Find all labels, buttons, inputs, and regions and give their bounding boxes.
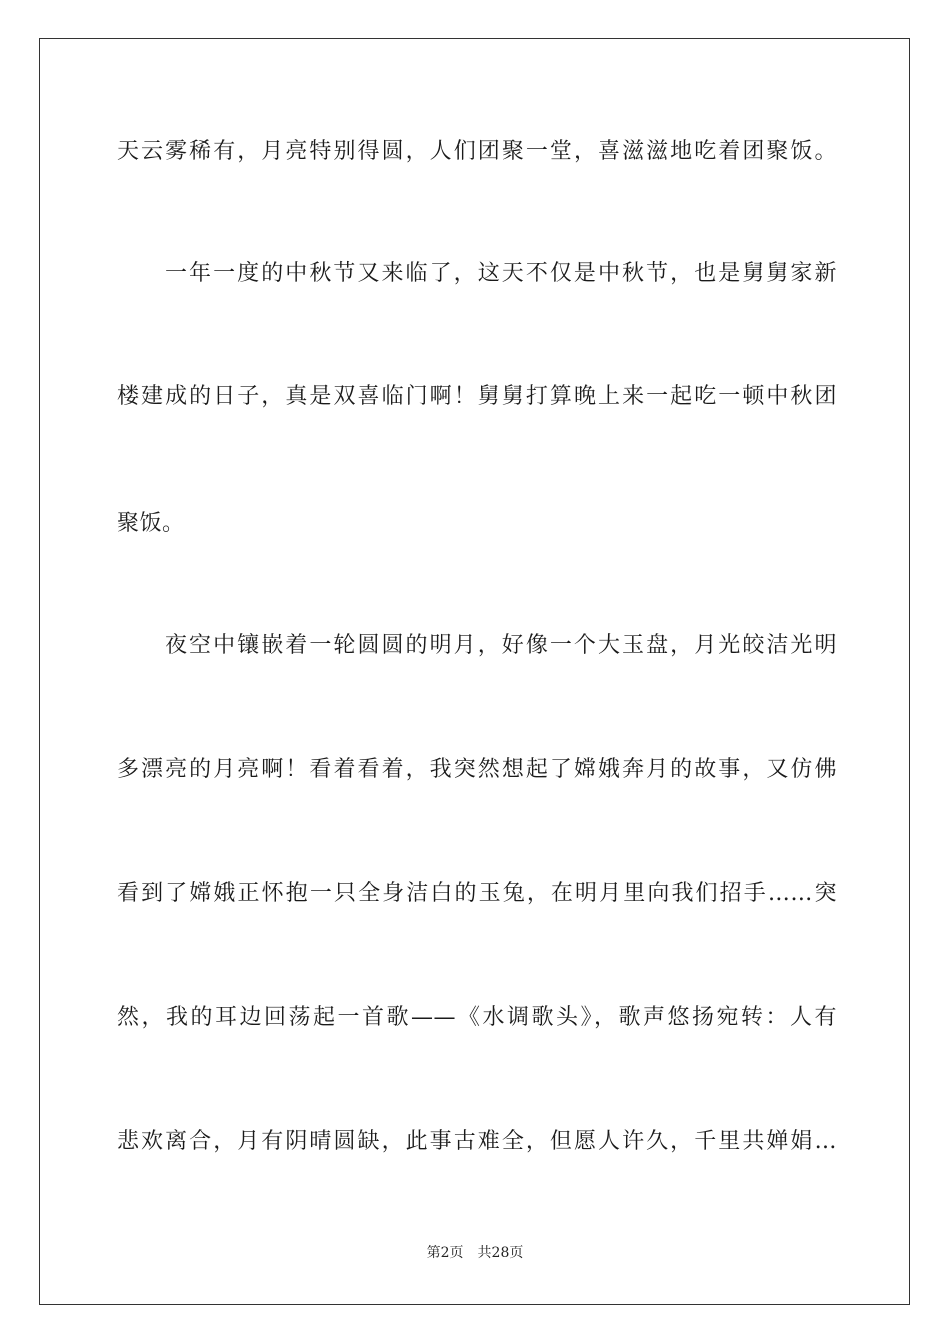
text-line-2: 一年一度的中秋节又来临了，这天不仅是中秋节，也是舅舅家新 xyxy=(165,261,837,286)
text-line-4: 聚饭。 xyxy=(117,511,185,536)
page-total: 共28页 xyxy=(477,1245,524,1261)
text-line-3: 楼建成的日子，真是双喜临门啊！舅舅打算晚上来一起吃一顿中秋团 xyxy=(117,384,837,409)
page-footer xyxy=(0,1243,950,1263)
text-line-5: 夜空中镶嵌着一轮圆圆的明月，好像一个大玉盘，月光皎洁光明 xyxy=(165,633,837,658)
text-line-8: 然，我的耳边回荡起一首歌——《水调歌头》，歌声悠扬宛转：人有 xyxy=(117,1005,837,1030)
text-line-9: 悲欢离合，月有阴晴圆缺，此事古难全，但愿人许久，千里共婵娟… xyxy=(117,1129,837,1154)
page-border xyxy=(39,38,910,1305)
text-line-1: 天云雾稀有，月亮特别得圆，人们团聚一堂，喜滋滋地吃着团聚饭。 xyxy=(117,139,837,164)
text-line-6: 多漂亮的月亮啊！看着看着，我突然想起了嫦娥奔月的故事，又仿佛 xyxy=(117,757,837,782)
page-number: 第2页 xyxy=(426,1245,464,1261)
text-line-7: 看到了嫦娥正怀抱一只全身洁白的玉兔，在明月里向我们招手……突 xyxy=(117,881,837,906)
